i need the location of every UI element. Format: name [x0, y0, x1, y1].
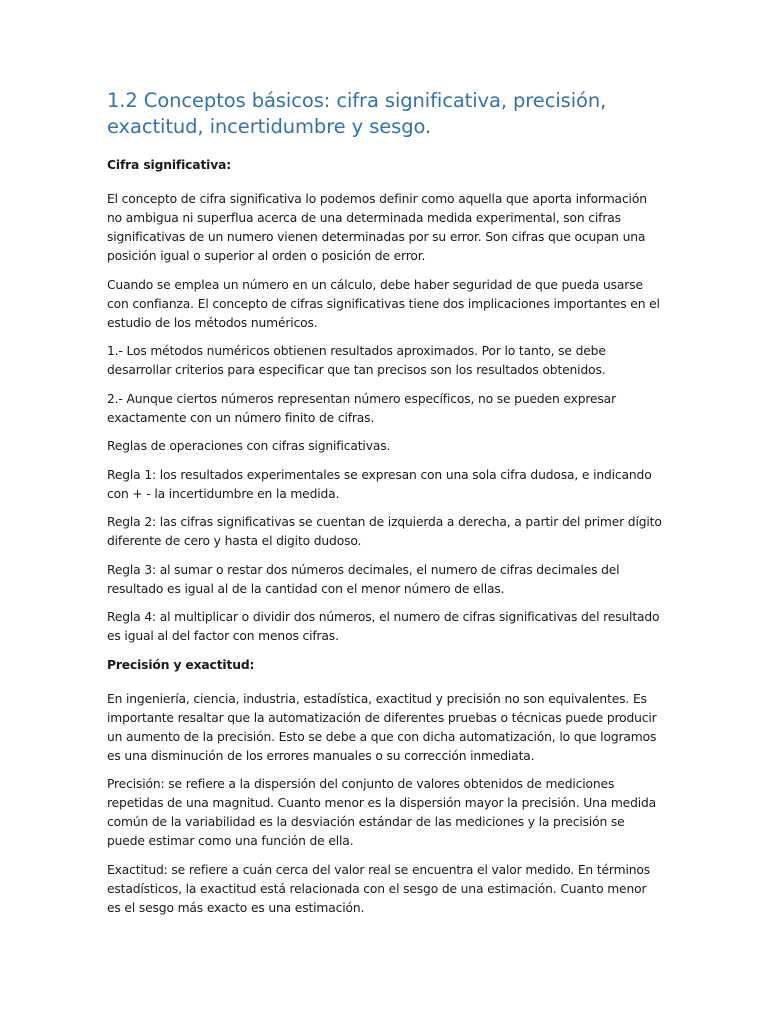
section-heading-cifra: Cifra significativa: [107, 158, 232, 172]
paragraph-point-2: 2.- Aunque ciertos números representan número específicos, no se pueden expresar exactamente con un número finito de cifras. [107, 391, 616, 425]
paragraph-rules-intro: Reglas de operaciones con cifras significativas. [107, 439, 391, 453]
paragraph-rule-3: Regla 3: al sumar o restar dos números decimales, el numero de cifras decimales del resultado es igual al de la cantidad con el menor número de ellas. [107, 562, 620, 596]
paragraph-precision: Precisión: se refiere a la dispersión del conjunto de valores obtenidos de mediciones repetidas de una magnitud. Cuanto menor es la dispersión mayor la precisión. Una medida común de la variabilidad es la desviación estándar de las mediciones y la precisión se puede estimar como una función de ella. [107, 777, 657, 848]
paragraph-rule-4: Regla 4: al multiplicar o dividir dos números, el numero de cifras significativas del resultado es igual al del factor con menos cifras. [107, 610, 660, 643]
paragraph-engineering: En ingeniería, ciencia, industria, estadística, exactitud y precisión no son equivalentes. Es importante resaltar que la automatización de diferentes pruebas o técnicas puede producir un aumento de la precisión. Esto se debe a que con dicha automatización, lo que logramos es una disminución de los errores manuales o su corrección inmediata. [107, 691, 657, 763]
section-heading-precision: Precisión y exactitud: [107, 657, 255, 672]
paragraph-calculation: Cuando se emplea un número en un cálculo, debe haber seguridad de que pueda usarse con confianza. El concepto de cifras significativas tiene dos implicaciones importantes en el estudio de los métodos numéricos. [107, 277, 660, 330]
title-period: . [425, 115, 432, 138]
paragraph-rule-2: Regla 2: las cifras significativas se cuentan de izquierda a derecha, a partir del primer dígito diferente de cero y hasta el digito dudoso. [107, 515, 662, 548]
paragraph-definition: El concepto de cifra significativa lo podemos definir como aquella que aporta información no ambigua ni superflua acerca de una determinada medida experimental, son cifras significativas de un numero vienen determinadas por su error. Son cifras que ocupan una posición igual o superior al orden o posición de error. [107, 192, 647, 263]
paragraph-rule-1: Regla 1: los resultados experimentales se expresan con una sola cifra dudosa, e indicando con + - la incertidumbre en la medida. [107, 467, 652, 501]
paragraph-point-1: 1.- Los métodos numéricos obtienen resultados aproximados. Por lo tanto, se debe desarrollar criterios para especificar que tan precisos son los resultados obtenidos. [107, 344, 606, 377]
paragraph-accuracy: Exactitud: se refiere a cuán cerca del valor real se encuentra el valor medido. En términos estadísticos, la exactitud está relacionada con el sesgo de una estimación. Cuanto menor es el sesgo más exacto es una estimación. [107, 862, 650, 915]
title-text: 1.2 Conceptos básicos: cifra significativa, precisión, exactitud, incertidumbre y sesgo [107, 89, 607, 138]
document-page [107, 88, 662, 927]
document-title [107, 88, 662, 140]
